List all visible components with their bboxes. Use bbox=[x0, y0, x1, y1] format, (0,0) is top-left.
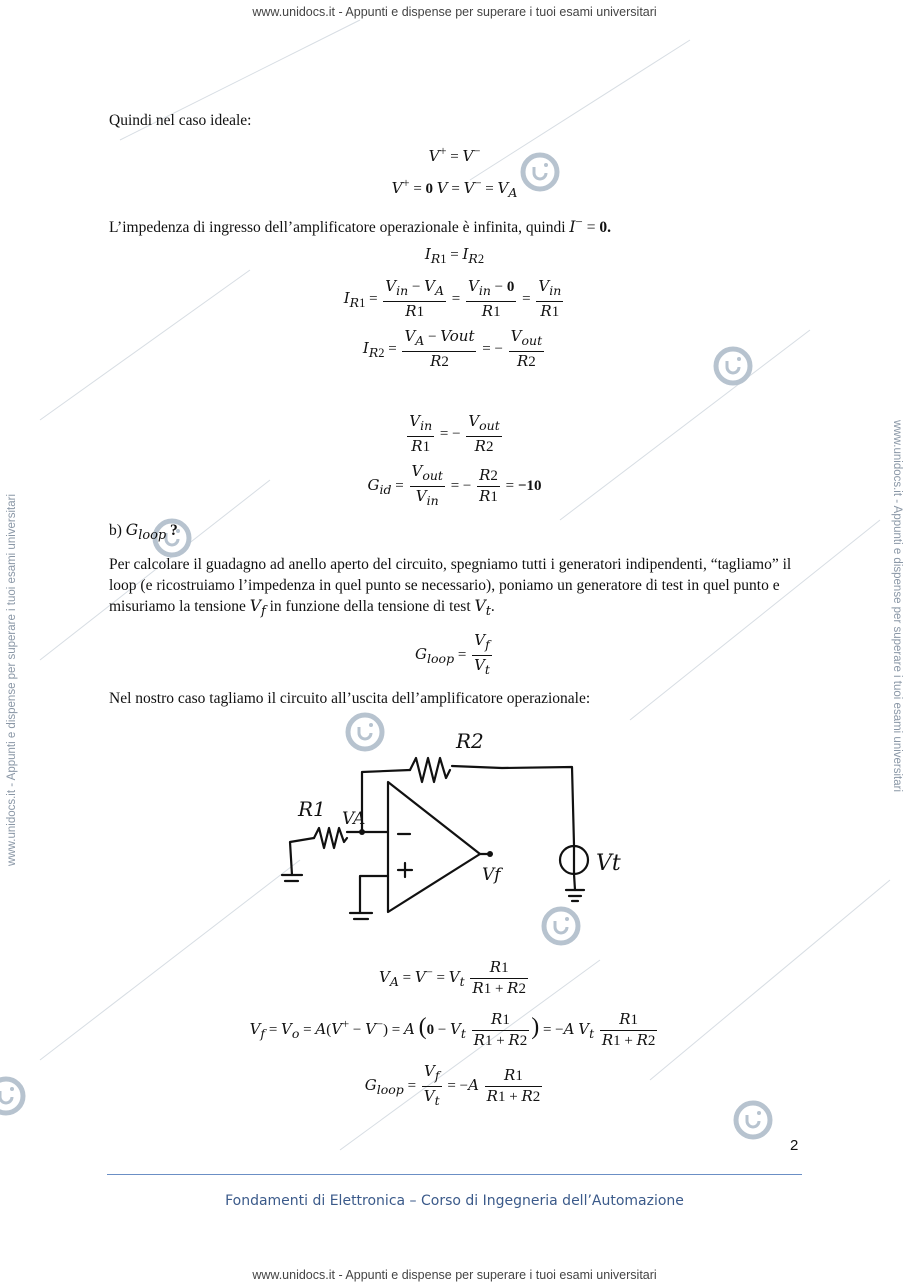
equation-gid: $G_{id}$ = $\frac{V_{out}}{V_{in}}$ = − $\frac{R2}{R1}$ = −10 bbox=[367, 462, 542, 508]
footer-divider bbox=[107, 1174, 802, 1175]
label-vf: Vf bbox=[482, 865, 501, 885]
equation-ir1: $I_{R1}$ = $\frac{V_{in} - V_A}{R1}$ = $\frac{V_{in} - 0}{R1}$ = $\frac{V_{in}}{R1}$ bbox=[343, 277, 562, 320]
paragraph-cut-circuit: Nel nostro caso tagliamo il circuito all’uscita dell’amplificatore operazionale: bbox=[109, 690, 591, 707]
watermark-right: www.unidocs.it - Appunti e dispense per superare i tuoi esami universitari bbox=[891, 420, 903, 793]
circuit-diagram bbox=[270, 720, 650, 945]
label-r2: R2 bbox=[456, 729, 484, 753]
section-b-heading: b) $G_{loop}$ ? bbox=[109, 521, 178, 544]
equation-ir1-ir2: $I_{R1} = I_{R2}$ bbox=[424, 245, 485, 266]
equation-gloop-result: $G_{loop}$ = $\frac{V_f}{V_t}$ = −A $\frac{R1}{R1 + R2}$ bbox=[364, 1062, 541, 1108]
watermark-bottom: www.unidocs.it - Appunti e dispense per superare i tuoi esami universitari bbox=[252, 1268, 657, 1282]
label-va: VA bbox=[342, 809, 366, 829]
equation-va: V+ = 0 $V = V^- = V_A$ bbox=[391, 176, 518, 200]
equation-ir2: $I_{R2}$ = $\frac{V_A - Vout}{R2}$ = − $\frac{V_{out}}{R2}$ bbox=[362, 327, 543, 370]
watermark-left: www.unidocs.it - Appunti e dispense per superare i tuoi esami universitari bbox=[6, 493, 18, 866]
paragraph-impedance: L’impedenza di ingresso dell’amplificatore operazionale è infinita, quindi I− = 0. bbox=[109, 214, 611, 237]
equation-gloop-definition: $G_{loop}$ = $\frac{V_f}{V_t}$ bbox=[415, 631, 490, 677]
watermark-top: www.unidocs.it - Appunti e dispense per superare i tuoi esami universitari bbox=[252, 5, 657, 19]
paragraph-intro: Quindi nel caso ideale: bbox=[109, 112, 252, 129]
resistor-r1-symbol bbox=[314, 828, 347, 848]
page-number: 2 bbox=[790, 1137, 799, 1154]
resistor-r2-symbol bbox=[410, 758, 450, 782]
equation-vf: $V_f = V_o = A(V^+ - V^-) = A$ ($0 - V_t$ $\frac{R1}{R1 + R2}$ ) = −A $V_t$ $\frac{R1}{R1 + R2}$ bbox=[249, 1010, 656, 1049]
label-vt: Vt bbox=[596, 851, 621, 876]
opamp-triangle-symbol bbox=[388, 782, 480, 912]
equation-vplus-vminus: V+ = V− bbox=[428, 144, 481, 165]
equation-vin-vout: $\frac{V_{in}}{R1}$ = − $\frac{V_{out}}{R2}$ bbox=[409, 412, 500, 455]
equation-va-divider: $V_A = V^- = V_t$ $\frac{R1}{R1 + R2}$ bbox=[379, 958, 526, 997]
footer-course-title: Fondamenti di Elettronica – Corso di Ingegneria dell’Automazione bbox=[225, 1193, 684, 1209]
label-r1: R1 bbox=[298, 797, 326, 821]
paragraph-loop-gain: Per calcolare il guadagno ad anello aperto del circuito, spegniamo tutti i generatori indipendenti, “tagliamo” il loop (e ricostruiamo l’impedenza in quel punto se necessario), poniamo un generatore di test in quel punto e misuriamo la tensione $V_f$ in funzione della tensione di test $V_t$. bbox=[109, 556, 792, 620]
